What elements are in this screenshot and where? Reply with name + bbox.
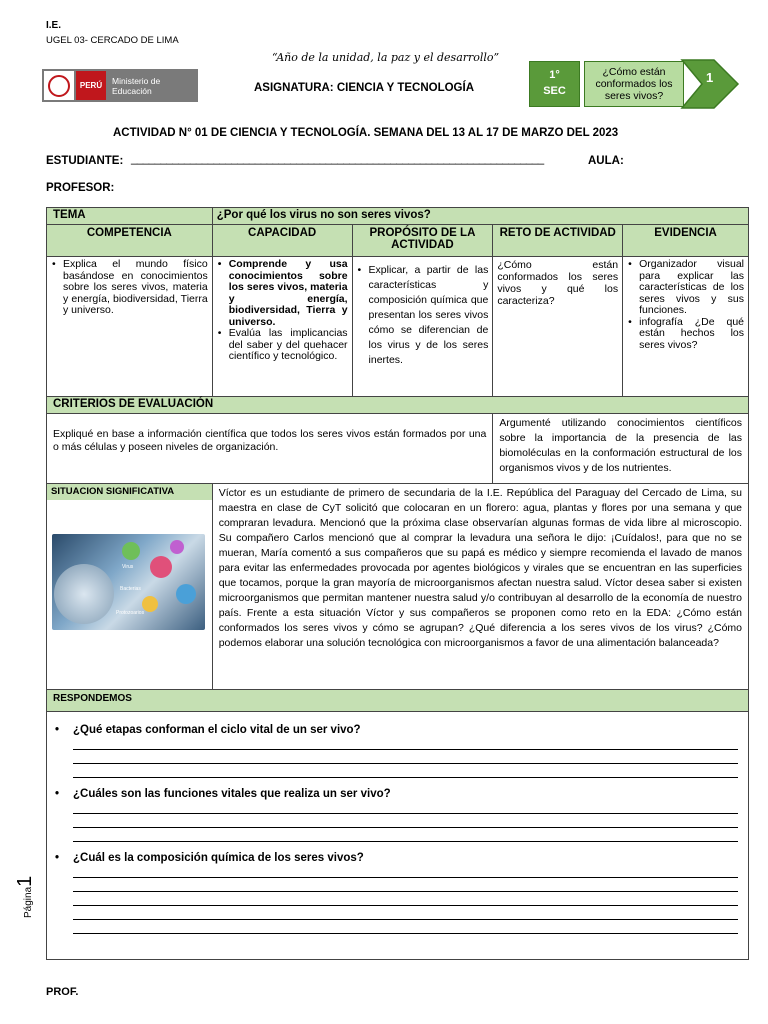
reto-cell [493, 257, 623, 397]
activity-table [46, 207, 749, 960]
aula-label: AULA: [588, 155, 624, 167]
image-label-bacterias: Bacterias [120, 586, 141, 592]
respondemos-label: RESPONDEMOS [47, 690, 749, 712]
image-label-virus: Virus [122, 564, 134, 570]
header-proposito: PROPÓSITO DE LA ACTIVIDAD [352, 225, 493, 257]
answer-line[interactable] [73, 878, 738, 892]
proposito-text: • Explicar, a partir de las características y composición química que presentan los seres vivos cómo se diferencian de los virus y de los seres inertes. [367, 263, 489, 368]
proposito-cell [352, 257, 493, 397]
grade-number: 1° [549, 69, 560, 81]
unit-question: ¿Cómo están conformados los seres vivos? [595, 66, 673, 102]
header-competencia: COMPETENCIA [47, 225, 213, 257]
bullet-icon: • [55, 724, 60, 736]
question-block-3 [55, 852, 738, 934]
peru-label: PERÚ [76, 71, 106, 100]
page-indicator [14, 876, 37, 918]
evidencia-cell [623, 257, 749, 397]
capacidad-1: • Comprende y usa conocimientos sobre los seres vivos, materia y energía, biodiversidad, Tierra y universo. [227, 259, 348, 328]
situacion-label: SITUACION SIGNIFICATIVA [51, 486, 175, 497]
criterios-label: CRITERIOS DE EVALUACIÓN [47, 397, 749, 414]
ie-label: I.E. [46, 20, 62, 31]
unit-number: 1 [706, 70, 714, 85]
ministry-label: Ministerio de Educación [112, 75, 161, 96]
competencia-text: • Explica el mundo físico basándose en conocimientos sobre los seres vivos, materia y energía, biodiversidad, Tierra y universo. [61, 259, 208, 317]
question-block-1 [55, 724, 738, 778]
student-label: ESTUDIANTE: [46, 155, 124, 167]
question-1-text: ¿Qué etapas conforman el ciclo vital de un ser vivo? [73, 724, 361, 736]
answer-line[interactable] [73, 750, 738, 764]
evidencia-1: • Organizador visual para explicar las características de los seres vivos y sus funciones. [637, 259, 744, 317]
header-reto: RETO DE ACTIVIDAD [493, 225, 623, 257]
image-label-protozoarios: Protozoarios [116, 610, 145, 616]
answer-line[interactable] [73, 906, 738, 920]
answer-line[interactable] [73, 864, 738, 878]
header-capacidad: CAPACIDAD [212, 225, 352, 257]
question-2 [55, 788, 738, 800]
bullet-icon: • [55, 852, 60, 864]
unit-question-box [584, 61, 684, 107]
activity-title: ACTIVIDAD N° 01 DE CIENCIA Y TECNOLOGÍA. SEMANA DEL 13 AL 17 DE MARZO DEL 2023 [113, 127, 619, 139]
tema-label: TEMA [47, 208, 213, 225]
answer-line[interactable] [73, 736, 738, 750]
header-evidencia: EVIDENCIA [623, 225, 749, 257]
microorganisms-image [52, 534, 205, 630]
bullet-icon: • [55, 788, 60, 800]
footer-prof: PROF. [46, 986, 79, 998]
page-number: 1 [14, 875, 36, 887]
coat-of-arms-icon [44, 71, 74, 100]
answer-line[interactable] [73, 764, 738, 778]
ugel-label: UGEL 03- CERCADO DE LIMA [46, 35, 179, 46]
question-2-text: ¿Cuáles son las funciones vitales que realiza un ser vivo? [73, 788, 391, 800]
question-1 [55, 724, 738, 736]
teacher-label: PROFESOR: [46, 182, 115, 194]
answer-line[interactable] [73, 920, 738, 934]
question-block-2 [55, 788, 738, 842]
ministry-logo [42, 69, 198, 102]
subject-title: ASIGNATURA: CIENCIA Y TECNOLOGÍA [254, 82, 474, 94]
question-3 [55, 852, 738, 864]
evidencia-2: • infografía ¿De qué están hechos los seres vivos? [637, 317, 744, 352]
capacidad-cell [212, 257, 352, 397]
page-label: Página [23, 886, 34, 918]
reto-text: ¿Cómo están conformados los seres vivos y qué los caracteriza? [497, 259, 619, 307]
capacidad-2: • Evalúa las implicancias del saber y del quehacer científico y tecnológico. [227, 328, 348, 363]
grade-level: SEC [543, 85, 566, 97]
tema-value: ¿Por qué los virus no son seres vivos? [212, 208, 748, 225]
competencia-cell [47, 257, 213, 397]
student-input-line[interactable]: ______________________________________________________________________ [131, 153, 544, 165]
situacion-cell [47, 484, 213, 690]
answer-line[interactable] [73, 814, 738, 828]
criterio-1: Expliqué en base a información científica que todos los seres vivos están formados por una o más células y poseen niveles de organización. [47, 414, 493, 484]
criterio-2: Argumenté utilizando conocimientos científicos sobre la importancia de la presencia de las biomoléculas en la conformación estructural de los organismos vivos y de los nutrientes. [493, 414, 749, 484]
situacion-text: Víctor es un estudiante de primero de secundaria de la I.E. República del Paraguay del Cercado de Lima, su maestra en clase de CyT solicitó que colocaran en un florero: agua, plantas y flores por una semana y que compraran levadura. Mencionó que la próxima clase observarían algunas formas de vida libre al microscopio. Su compañero Carlos mencionó que al comprar la levadura una señora le dijo: ¡Cuídalos!, para que no se mueran, María comentó a sus compañeros que su papá es médico y siempre recomienda el lavado de manos para evitar las enfermedades provocada por agentes biológicos y virales que se encuentran en las superficies que tocamos, porque la gran mayoría de microorganismos afectan nuestra salud. Víctor desea saber si existen microorganismos que permitan mantener nuestra salud y/o contribuyan al desarrollo de la economía de nuestro país. Frente a esta situación Víctor y sus compañeros se proponen como reto en la EDA: ¿Cómo están conformados los seres vivos y cómo se agrupan? ¿Qué diferencia a los seres vivos de los virus? ¿Cómo podemos elaborar una solución tecnológica con microorganismos a favor de una alimentación balanceada? [212, 484, 748, 690]
year-motto: “Año de la unidad, la paz y el desarrollo” [272, 51, 500, 64]
grade-badge [529, 61, 580, 107]
respondemos-cell [47, 712, 749, 960]
answer-line[interactable] [73, 892, 738, 906]
answer-line[interactable] [73, 828, 738, 842]
answer-line[interactable] [73, 800, 738, 814]
question-3-text: ¿Cuál es la composición química de los seres vivos? [73, 852, 364, 864]
